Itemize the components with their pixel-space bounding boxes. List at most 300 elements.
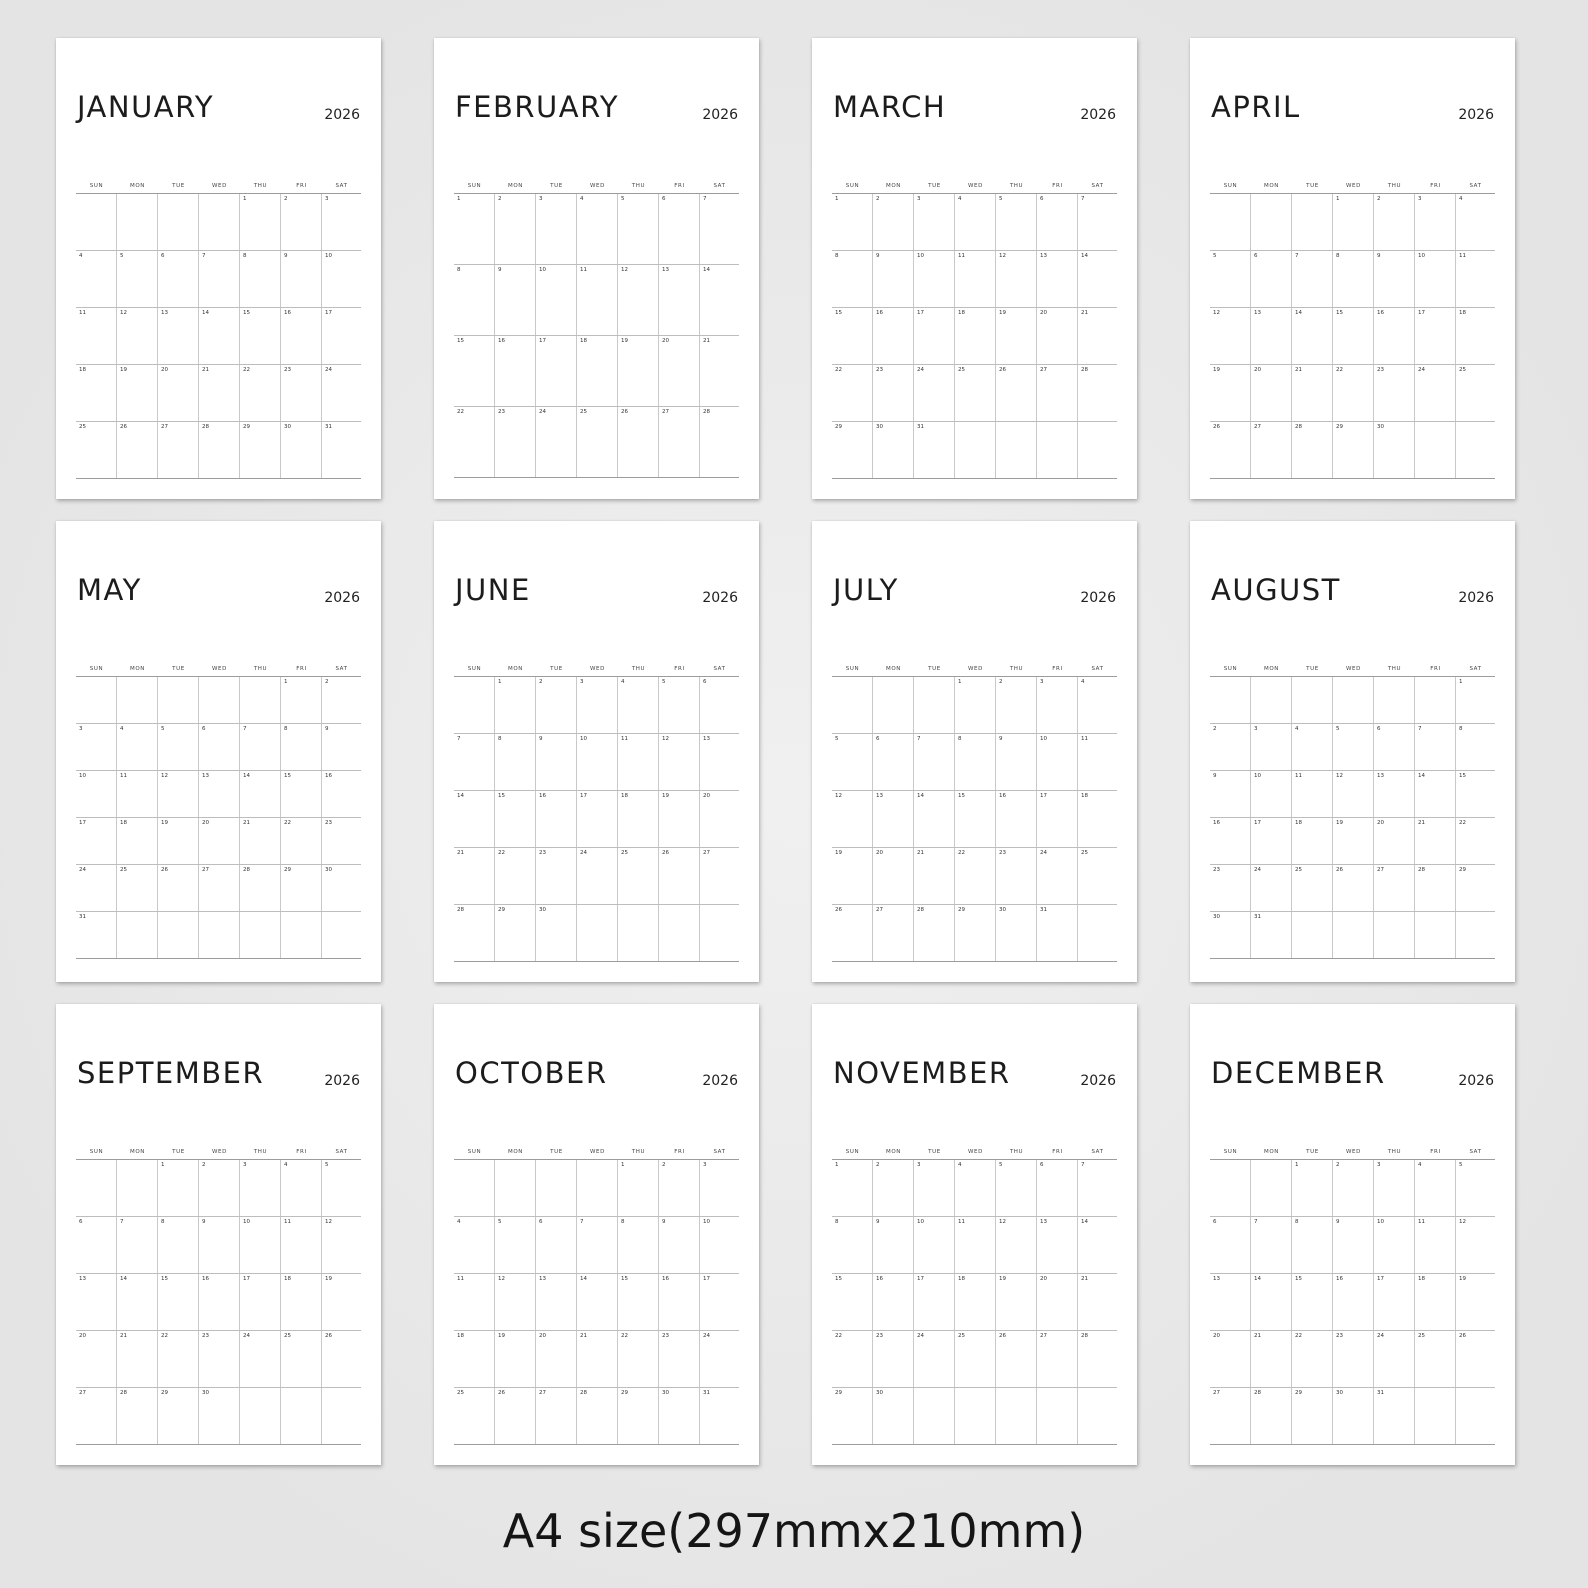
day-number: 6 [1254, 253, 1258, 259]
calendar-sheet-november [812, 1004, 1137, 1465]
day-number: 22 [284, 820, 291, 826]
weekday-label: FRI [674, 666, 685, 672]
day-cell [659, 677, 700, 733]
day-cell [700, 265, 739, 335]
day-cell [996, 194, 1037, 250]
year-label: 2026 [1458, 107, 1494, 123]
day-cell [832, 1331, 873, 1387]
weekday-label: THU [253, 183, 268, 189]
day-number: 7 [1081, 196, 1085, 202]
day-cell [158, 912, 199, 958]
day-cell [1292, 865, 1333, 911]
day-cell [914, 734, 955, 790]
day-number: 24 [1254, 867, 1261, 873]
month-grid [832, 663, 1117, 962]
day-number: 6 [1213, 1219, 1217, 1225]
day-cell [1251, 1331, 1292, 1387]
day-cell [832, 905, 873, 961]
day-cell [1292, 1274, 1333, 1330]
weekday-label: SAT [713, 183, 726, 189]
day-cell [1078, 1274, 1117, 1330]
day-cell [117, 677, 158, 723]
day-number: 1 [958, 679, 962, 685]
year-label: 2026 [1080, 107, 1116, 123]
day-cell [536, 1331, 577, 1387]
day-cell [240, 724, 281, 770]
day-number: 13 [1254, 310, 1261, 316]
day-number: 19 [325, 1276, 332, 1282]
day-number: 25 [958, 367, 965, 373]
calendar-sheet-may [56, 521, 381, 982]
day-cell [495, 336, 536, 406]
weekday-label: MON [130, 183, 145, 189]
day-number: 5 [120, 253, 124, 259]
weekday-label: WED [590, 183, 605, 189]
day-cell [1078, 848, 1117, 904]
day-cell [158, 771, 199, 817]
day-cell [832, 251, 873, 307]
day-number: 19 [662, 793, 669, 799]
day-number: 9 [876, 253, 880, 259]
day-cell [996, 677, 1037, 733]
day-cell [1251, 422, 1292, 478]
week-row [76, 1331, 361, 1388]
day-number: 14 [202, 310, 209, 316]
day-cell [873, 791, 914, 847]
day-cell [1456, 912, 1495, 958]
day-cell [1251, 771, 1292, 817]
day-cell [281, 1331, 322, 1387]
day-number: 9 [325, 726, 329, 732]
day-cell [1037, 905, 1078, 961]
day-number: 22 [243, 367, 250, 373]
day-number: 23 [539, 850, 546, 856]
day-cell [1251, 1388, 1292, 1444]
day-number: 25 [79, 424, 86, 430]
week-row [76, 1217, 361, 1274]
day-cell [536, 265, 577, 335]
weekday-label: MON [886, 1149, 901, 1155]
month-grid [76, 1146, 361, 1445]
year-label: 2026 [702, 107, 738, 123]
day-cell [1078, 1388, 1117, 1444]
day-number: 21 [1418, 820, 1425, 826]
day-number: 9 [202, 1219, 206, 1225]
day-cell [659, 1388, 700, 1444]
day-cell [659, 1217, 700, 1273]
day-cell [117, 251, 158, 307]
weekday-label: SUN [845, 666, 860, 672]
day-number: 20 [703, 793, 710, 799]
day-cell [1210, 1331, 1251, 1387]
day-cell [1374, 308, 1415, 364]
year-label: 2026 [324, 107, 360, 123]
day-number: 18 [457, 1333, 464, 1339]
day-cell [1415, 1217, 1456, 1273]
day-cell [199, 365, 240, 421]
week-rows [76, 193, 361, 479]
day-cell [1210, 912, 1251, 958]
day-number: 21 [202, 367, 209, 373]
day-cell [1333, 1217, 1374, 1273]
year-label: 2026 [324, 1073, 360, 1089]
calendar-sheet-march [812, 38, 1137, 499]
weekday-label: SAT [1091, 183, 1104, 189]
day-cell [281, 308, 322, 364]
day-cell [996, 848, 1037, 904]
weekday-header [832, 180, 1117, 193]
day-number: 18 [1418, 1276, 1425, 1282]
day-number: 12 [835, 793, 842, 799]
day-number: 17 [79, 820, 86, 826]
weekday-label: TUE [550, 666, 563, 672]
day-number: 31 [1040, 907, 1047, 913]
weekday-label: TUE [1306, 666, 1319, 672]
weekday-label: MON [1264, 1149, 1279, 1155]
day-number: 2 [1336, 1162, 1340, 1168]
day-cell [914, 194, 955, 250]
week-row [454, 677, 739, 734]
day-cell [76, 1274, 117, 1330]
day-cell [199, 1388, 240, 1444]
day-cell [536, 336, 577, 406]
weekday-label: SAT [1091, 1149, 1104, 1155]
day-number: 28 [1254, 1390, 1261, 1396]
calendar-sheet-january [56, 38, 381, 499]
day-cell [1210, 422, 1251, 478]
day-cell [618, 407, 659, 477]
day-number: 25 [120, 867, 127, 873]
calendar-sheet-october [434, 1004, 759, 1465]
day-number: 7 [1254, 1219, 1258, 1225]
weekday-label: MON [130, 1149, 145, 1155]
month-title: JANUARY [77, 90, 215, 124]
day-cell [322, 1160, 361, 1216]
day-number: 13 [703, 736, 710, 742]
weekday-label: THU [1387, 666, 1402, 672]
day-number: 10 [539, 267, 546, 273]
day-cell [832, 734, 873, 790]
day-number: 11 [1081, 736, 1088, 742]
week-rows [454, 1159, 739, 1445]
day-number: 10 [325, 253, 332, 259]
day-number: 5 [1213, 253, 1217, 259]
day-cell [1037, 734, 1078, 790]
day-cell [1251, 1217, 1292, 1273]
day-number: 7 [1081, 1162, 1085, 1168]
day-number: 11 [580, 267, 587, 273]
day-cell [955, 791, 996, 847]
day-number: 7 [580, 1219, 584, 1225]
day-number: 17 [1040, 793, 1047, 799]
day-cell [996, 791, 1037, 847]
day-cell [1374, 194, 1415, 250]
day-number: 9 [876, 1219, 880, 1225]
day-cell [1374, 1160, 1415, 1216]
month-grid [832, 180, 1117, 479]
day-cell [1292, 1331, 1333, 1387]
day-number: 18 [284, 1276, 291, 1282]
weekday-label: SAT [1091, 666, 1104, 672]
day-number: 30 [999, 907, 1006, 913]
day-cell [618, 848, 659, 904]
day-number: 25 [958, 1333, 965, 1339]
day-number: 29 [243, 424, 250, 430]
day-cell [1292, 818, 1333, 864]
day-number: 14 [120, 1276, 127, 1282]
day-number: 31 [1377, 1390, 1384, 1396]
weekday-header [454, 1146, 739, 1159]
day-cell [618, 734, 659, 790]
day-number: 8 [498, 736, 502, 742]
day-number: 5 [999, 1162, 1003, 1168]
day-number: 10 [580, 736, 587, 742]
day-number: 5 [1459, 1162, 1463, 1168]
day-cell [117, 1274, 158, 1330]
day-cell [322, 308, 361, 364]
day-cell [577, 905, 618, 961]
week-row [454, 1160, 739, 1217]
day-cell [158, 865, 199, 911]
day-number: 7 [703, 196, 707, 202]
day-cell [495, 1217, 536, 1273]
day-number: 30 [876, 424, 883, 430]
day-number: 1 [835, 196, 839, 202]
day-number: 2 [876, 1162, 880, 1168]
day-cell [322, 912, 361, 958]
day-cell [454, 1274, 495, 1330]
day-number: 31 [1254, 914, 1261, 920]
weekday-header [1210, 663, 1495, 676]
day-cell [536, 1160, 577, 1216]
day-number: 18 [1081, 793, 1088, 799]
day-cell [322, 1217, 361, 1273]
day-number: 22 [621, 1333, 628, 1339]
weekday-label: THU [631, 1149, 646, 1155]
day-number: 3 [1040, 679, 1044, 685]
day-cell [322, 1274, 361, 1330]
day-cell [240, 1217, 281, 1273]
weekday-label: WED [590, 666, 605, 672]
week-row [832, 1331, 1117, 1388]
day-cell [322, 724, 361, 770]
day-number: 21 [1081, 310, 1088, 316]
day-number: 14 [457, 793, 464, 799]
day-number: 19 [999, 310, 1006, 316]
day-cell [240, 1274, 281, 1330]
day-cell [659, 734, 700, 790]
weekday-label: FRI [1430, 666, 1441, 672]
day-number: 3 [917, 196, 921, 202]
day-cell [1456, 1160, 1495, 1216]
weekday-label: WED [212, 666, 227, 672]
weekday-label: TUE [1306, 183, 1319, 189]
day-cell [955, 1331, 996, 1387]
day-number: 3 [1377, 1162, 1381, 1168]
day-cell [955, 734, 996, 790]
month-title: JUNE [455, 573, 531, 607]
weekday-label: TUE [550, 1149, 563, 1155]
weekday-label: TUE [172, 183, 185, 189]
weekday-header [1210, 1146, 1495, 1159]
day-cell [117, 1388, 158, 1444]
day-number: 11 [120, 773, 127, 779]
day-cell [914, 251, 955, 307]
day-number: 24 [703, 1333, 710, 1339]
day-cell [495, 1274, 536, 1330]
day-cell [1333, 308, 1374, 364]
day-number: 16 [1336, 1276, 1343, 1282]
month-grid [454, 180, 739, 478]
day-number: 29 [284, 867, 291, 873]
day-cell [76, 251, 117, 307]
week-rows [1210, 193, 1495, 479]
day-cell [495, 905, 536, 961]
week-row [76, 308, 361, 365]
day-number: 13 [202, 773, 209, 779]
day-number: 15 [1459, 773, 1466, 779]
week-rows [832, 1159, 1117, 1445]
day-cell [1456, 724, 1495, 770]
day-cell [1251, 1274, 1292, 1330]
day-number: 8 [284, 726, 288, 732]
day-number: 11 [1459, 253, 1466, 259]
day-number: 8 [1459, 726, 1463, 732]
day-cell [281, 724, 322, 770]
day-number: 11 [79, 310, 86, 316]
day-cell [76, 1217, 117, 1273]
day-number: 24 [1377, 1333, 1384, 1339]
day-number: 27 [703, 850, 710, 856]
weekday-label: SUN [1223, 666, 1238, 672]
day-number: 19 [835, 850, 842, 856]
day-cell [1078, 1331, 1117, 1387]
day-cell [1292, 308, 1333, 364]
weekday-label: THU [1009, 666, 1024, 672]
day-cell [158, 677, 199, 723]
day-cell [76, 818, 117, 864]
day-number: 1 [621, 1162, 625, 1168]
day-number: 21 [243, 820, 250, 826]
weekday-label: SUN [467, 666, 482, 672]
day-cell [1333, 677, 1374, 723]
day-number: 5 [161, 726, 165, 732]
week-row [832, 1160, 1117, 1217]
day-number: 16 [284, 310, 291, 316]
week-row [832, 1217, 1117, 1274]
day-cell [536, 905, 577, 961]
day-number: 1 [1459, 679, 1463, 685]
week-row [454, 1274, 739, 1331]
weekday-label: MON [508, 1149, 523, 1155]
day-number: 3 [325, 196, 329, 202]
day-cell [1374, 251, 1415, 307]
day-cell [996, 1274, 1037, 1330]
day-cell [1292, 194, 1333, 250]
month-title: OCTOBER [455, 1056, 608, 1090]
week-row [1210, 1331, 1495, 1388]
day-cell [454, 734, 495, 790]
day-cell [1251, 818, 1292, 864]
day-cell [577, 1217, 618, 1273]
day-cell [1251, 1160, 1292, 1216]
day-number: 25 [457, 1390, 464, 1396]
day-number: 20 [1377, 820, 1384, 826]
day-cell [1251, 194, 1292, 250]
day-cell [76, 771, 117, 817]
day-cell [1456, 677, 1495, 723]
day-number: 24 [580, 850, 587, 856]
day-number: 21 [1254, 1333, 1261, 1339]
weekday-label: MON [886, 183, 901, 189]
weekday-header [76, 180, 361, 193]
day-cell [76, 865, 117, 911]
day-number: 28 [1081, 367, 1088, 373]
day-cell [454, 905, 495, 961]
day-cell [1374, 1274, 1415, 1330]
day-cell [914, 848, 955, 904]
day-cell [1210, 677, 1251, 723]
day-number: 13 [1040, 253, 1047, 259]
week-row [1210, 308, 1495, 365]
day-cell [1037, 194, 1078, 250]
day-number: 11 [1295, 773, 1302, 779]
day-cell [117, 422, 158, 478]
day-number: 17 [917, 1276, 924, 1282]
day-cell [577, 848, 618, 904]
day-number: 12 [498, 1276, 505, 1282]
week-row [76, 365, 361, 422]
day-number: 13 [161, 310, 168, 316]
day-number: 27 [161, 424, 168, 430]
day-cell [158, 724, 199, 770]
day-cell [1292, 1217, 1333, 1273]
day-number: 24 [917, 367, 924, 373]
day-number: 28 [703, 409, 710, 415]
day-cell [996, 1388, 1037, 1444]
day-number: 28 [202, 424, 209, 430]
day-number: 12 [1336, 773, 1343, 779]
day-number: 29 [835, 1390, 842, 1396]
day-cell [1456, 308, 1495, 364]
day-cell [76, 194, 117, 250]
day-number: 22 [835, 367, 842, 373]
day-number: 25 [1459, 367, 1466, 373]
day-cell [199, 194, 240, 250]
day-number: 25 [1418, 1333, 1425, 1339]
day-cell [832, 422, 873, 478]
day-number: 8 [161, 1219, 165, 1225]
day-number: 1 [457, 196, 461, 202]
day-cell [76, 677, 117, 723]
weekday-header [76, 663, 361, 676]
day-cell [199, 251, 240, 307]
day-number: 20 [876, 850, 883, 856]
weekday-label: SAT [713, 666, 726, 672]
day-cell [1251, 365, 1292, 421]
day-number: 19 [1336, 820, 1343, 826]
day-number: 28 [1418, 867, 1425, 873]
day-number: 17 [917, 310, 924, 316]
day-cell [700, 407, 739, 477]
day-cell [1456, 1217, 1495, 1273]
day-number: 3 [1418, 196, 1422, 202]
calendar-sheet-december [1190, 1004, 1515, 1465]
week-row [832, 194, 1117, 251]
day-number: 31 [325, 424, 332, 430]
day-number: 12 [325, 1219, 332, 1225]
day-number: 24 [79, 867, 86, 873]
